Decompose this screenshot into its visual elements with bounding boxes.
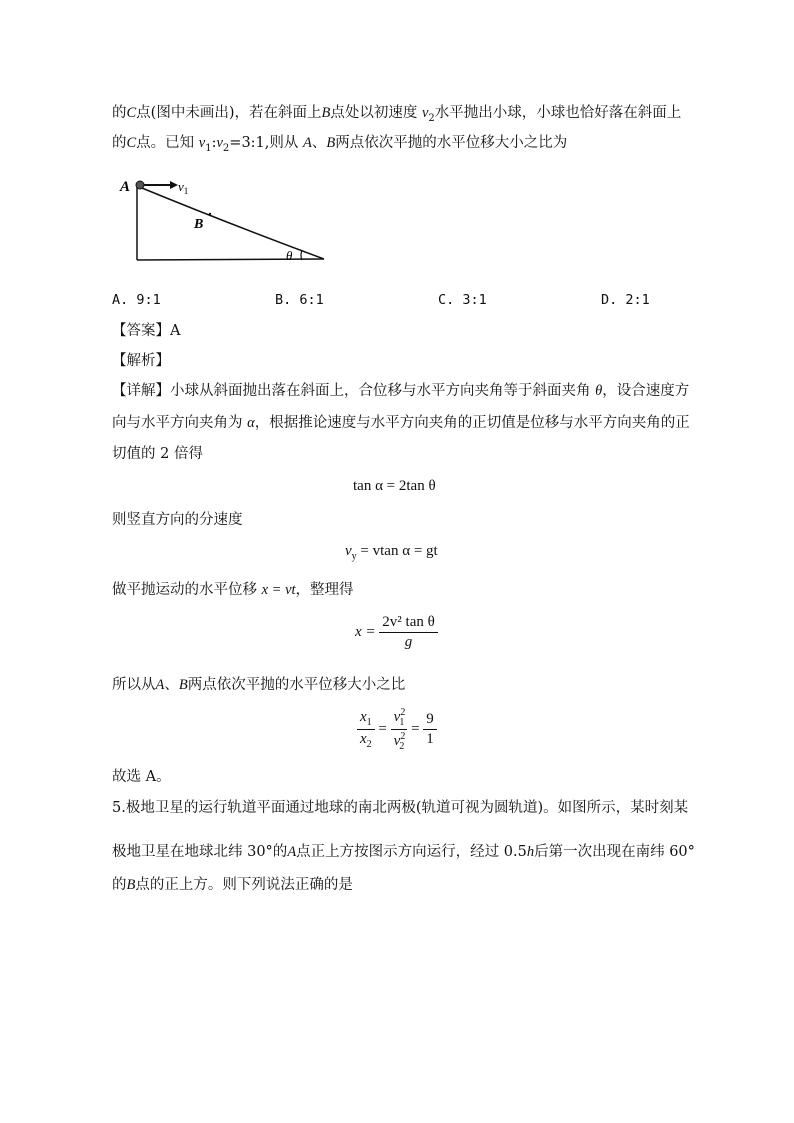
detail-line-2: 向与水平方向夹角为 α，根据推论速度与水平方向夹角的正切值是位移与水平方向夹角的正 (112, 415, 690, 431)
q5-line-3: 的B点的正上方。则下列说法正确的是 (112, 877, 353, 893)
q5-line-1: 5.极地卫星的运行轨道平面通过地球的南北两极(轨道可视为圆轨道)。如图所示，某时刻某 (112, 800, 689, 816)
point-b-dot (209, 213, 211, 215)
detail-line-3: 切值的 2 倍得 (112, 446, 203, 462)
option-b: B. 6:1 (275, 292, 324, 308)
label-v1: $v_1$ (178, 179, 189, 196)
text-horizontal-displacement: 做平抛运动的水平位移 x = vt，整理得 (112, 582, 354, 598)
label-theta: θ (286, 248, 293, 263)
option-a: A. 9:1 (112, 292, 161, 308)
question-line-1: 的C点(图中未画出)，若在斜面上B点处以初速度 $v_2$水平抛出小球，小球也恰好落在斜面上 (112, 105, 682, 124)
option-c: C. 3:1 (438, 292, 487, 308)
choose-line: 故选 A。 (112, 769, 171, 785)
equation-vy: $v_y = vtan$ α = gt (345, 543, 438, 562)
angle-arc (301, 250, 302, 260)
text-ratio: 所以从A、B两点依次平抛的水平位移大小之比 (112, 677, 406, 693)
option-d: D. 2:1 (601, 292, 650, 308)
label-a: A (120, 179, 131, 195)
detail-line-1: 【详解】小球从斜面抛出落在斜面上，合位移与水平方向夹角等于斜面夹角 θ，设合速度方 (112, 383, 690, 399)
equation-ratio: $\frac{x_1}{x_2}$ = $\frac{v^2_1}{v^2_2}$ = $\frac{9}{1}$ (357, 707, 437, 752)
arrow-head-icon (170, 181, 178, 189)
equation-tan: tan α = 2tan θ (353, 478, 436, 494)
analysis-heading: 【解析】 (112, 353, 170, 369)
text-vertical-velocity: 则竖直方向的分速度 (112, 512, 243, 528)
incline-figure (112, 170, 342, 270)
q5-line-2: 极地卫星在地球北纬 30°的A点正上方按图示方向运行，经过 0.5h后第一次出现在南纬 60° (112, 844, 695, 860)
base-line (137, 259, 324, 260)
ball (136, 181, 144, 189)
answer-line: 【答案】A (112, 323, 181, 339)
equation-x: x = $\frac{\text{2v² tan θ}}{g}$ (355, 614, 438, 651)
slope-line (137, 186, 324, 259)
question-line-2: 的C点。已知 $v_1:v_2=3:1$,则从 A、B两点依次平抛的水平位移大小之比为 (112, 135, 568, 154)
label-b: B (194, 217, 204, 232)
